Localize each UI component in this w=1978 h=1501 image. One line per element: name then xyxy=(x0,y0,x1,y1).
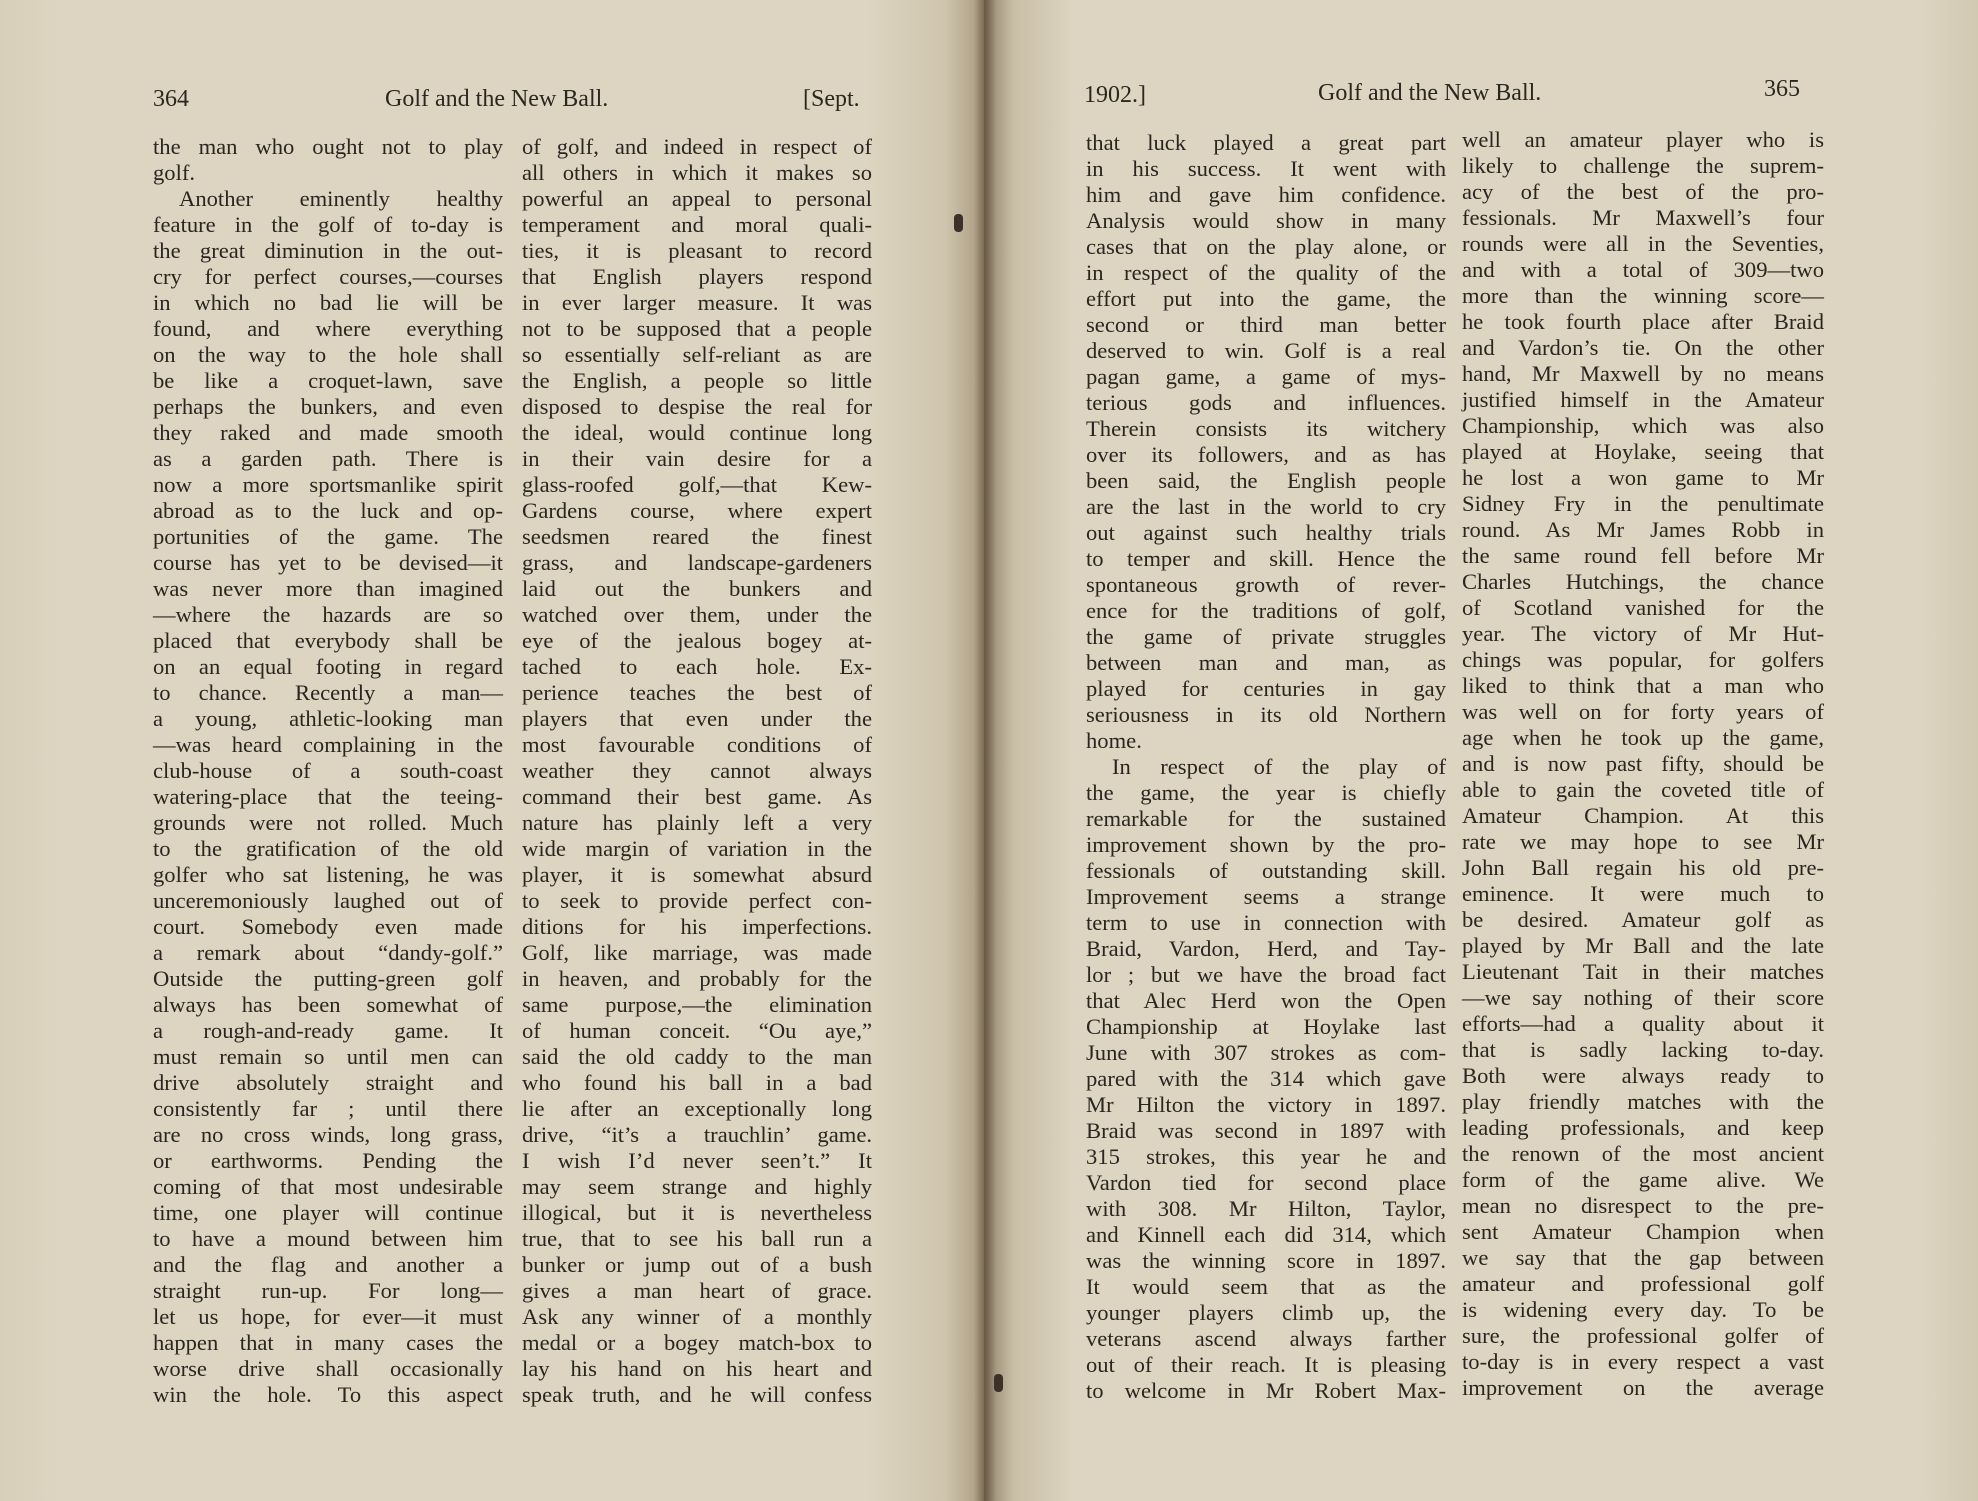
text-line: fessionals. Mr Maxwell’s four xyxy=(1462,205,1824,230)
text-line: to temper and skill. Hence the xyxy=(1086,546,1446,571)
text-line: improvement on the average xyxy=(1462,1375,1824,1400)
book-gutter xyxy=(974,0,996,1501)
text-line: course has yet to be devised—it xyxy=(153,550,503,575)
text-line: ence for the traditions of golf, xyxy=(1086,598,1446,623)
text-line: liked to think that a man who xyxy=(1462,673,1824,698)
text-line: fessionals of outstanding skill. xyxy=(1086,858,1446,883)
left-column-2 xyxy=(522,134,872,1408)
text-line: placed that everybody shall be xyxy=(153,628,503,653)
left-date-mark: [Sept. xyxy=(803,86,860,112)
right-running-title: Golf and the New Ball. xyxy=(1318,80,1542,106)
text-line: drive absolutely straight and xyxy=(153,1070,503,1095)
text-line: now a more sportsmanlike spirit xyxy=(153,472,503,497)
text-line: sent Amateur Champion when xyxy=(1462,1219,1824,1244)
right-page-number: 365 xyxy=(1764,76,1800,102)
text-line: likely to challenge the suprem- xyxy=(1462,153,1824,178)
text-line: home. xyxy=(1086,728,1142,753)
text-line: and with a total of 309—two xyxy=(1462,257,1824,282)
text-line: of golf, and indeed in respect of xyxy=(522,134,872,159)
text-line: Sidney Fry in the penultimate xyxy=(1462,491,1824,516)
text-line: are the last in the world to cry xyxy=(1086,494,1446,519)
text-line: grounds were not rolled. Much xyxy=(153,810,503,835)
text-line: feature in the golf of to-day is xyxy=(153,212,503,237)
text-line: and Vardon’s tie. On the other xyxy=(1462,335,1824,360)
text-line: cry for perfect courses,—courses xyxy=(153,264,503,289)
text-line: the man who ought not to play xyxy=(153,134,503,159)
text-line: acy of the best of the pro- xyxy=(1462,179,1824,204)
text-line: lor ; but we have the broad fact xyxy=(1086,962,1446,987)
text-line: to chance. Recently a man— xyxy=(153,680,503,705)
text-line: out of their reach. It is pleasing xyxy=(1086,1352,1446,1377)
text-line: to welcome in Mr Robert Max- xyxy=(1086,1378,1446,1403)
text-line: play friendly matches with the xyxy=(1462,1089,1824,1114)
text-line: straight run-up. For long— xyxy=(153,1278,503,1303)
right-column-2 xyxy=(1462,127,1824,1401)
text-line: ties, it is pleasant to record xyxy=(522,238,872,263)
text-line: players that even under the xyxy=(522,706,872,731)
text-line: efforts—had a quality about it xyxy=(1462,1011,1824,1036)
text-line: to seek to provide perfect con- xyxy=(522,888,872,913)
text-line: player, it is somewhat absurd xyxy=(522,862,872,887)
text-line: abroad as to the luck and op- xyxy=(153,498,503,523)
text-line: June with 307 strokes as com- xyxy=(1086,1040,1446,1065)
text-line: are no cross winds, long grass, xyxy=(153,1122,503,1147)
text-line: Charles Hutchings, the chance xyxy=(1462,569,1824,594)
text-line: so essentially self-reliant as are xyxy=(522,342,872,367)
text-line: he lost a won game to Mr xyxy=(1462,465,1824,490)
text-line: that Alec Herd won the Open xyxy=(1086,988,1446,1013)
text-line: time, one player will continue xyxy=(153,1200,503,1225)
text-line: that is sadly lacking to-day. xyxy=(1462,1037,1824,1062)
text-line: in ever larger measure. It was xyxy=(522,290,872,315)
text-line: to have a mound between him xyxy=(153,1226,503,1251)
text-line: rate we may hope to see Mr xyxy=(1462,829,1824,854)
text-line: Ask any winner of a monthly xyxy=(522,1304,872,1329)
text-line: spontaneous growth of rever- xyxy=(1086,572,1446,597)
text-line: of human conceit. “Ou aye,” xyxy=(522,1018,872,1043)
text-line: perhaps the bunkers, and even xyxy=(153,394,503,419)
text-line: able to gain the coveted title of xyxy=(1462,777,1824,802)
text-line: the game of private struggles xyxy=(1086,624,1446,649)
text-line: Championship at Hoylake last xyxy=(1086,1014,1446,1039)
text-line: in respect of the quality of the xyxy=(1086,260,1446,285)
text-line: golf. xyxy=(153,160,196,185)
text-line: lay his hand on his heart and xyxy=(522,1356,872,1381)
text-line: the English, a people so little xyxy=(522,368,872,393)
text-line: out against such healthy trials xyxy=(1086,520,1446,545)
text-line: speak truth, and he will confess xyxy=(522,1382,872,1407)
text-line: seriousness in its old Northern xyxy=(1086,702,1446,727)
text-line: term to use in connection with xyxy=(1086,910,1446,935)
text-line: to-day is in every respect a vast xyxy=(1462,1349,1824,1374)
text-line: command their best game. As xyxy=(522,784,872,809)
text-line: win the hole. To this aspect xyxy=(153,1382,503,1407)
text-line: Vardon tied for second place xyxy=(1086,1170,1446,1195)
text-line: perience teaches the best of xyxy=(522,680,872,705)
text-line: of Scotland vanished for the xyxy=(1462,595,1824,620)
text-line: the ideal, would continue long xyxy=(522,420,872,445)
text-line: in heaven, and probably for the xyxy=(522,966,872,991)
text-line: Gardens course, where expert xyxy=(522,498,872,523)
text-line: cases that on the play alone, or xyxy=(1086,234,1446,259)
text-line: golfer who sat listening, he was xyxy=(153,862,503,887)
text-line: Therein consists its witchery xyxy=(1086,416,1446,441)
text-line: and the flag and another a xyxy=(153,1252,503,1277)
left-page-number: 364 xyxy=(153,86,189,112)
text-line: unceremoniously laughed out of xyxy=(153,888,503,913)
text-line: that luck played a great part xyxy=(1086,130,1446,155)
text-line: powerful an appeal to personal xyxy=(522,186,872,211)
text-line: eminence. It were much to xyxy=(1462,881,1824,906)
binding-hole-mark xyxy=(954,214,963,232)
text-line: tached to each hole. Ex- xyxy=(522,654,872,679)
text-line: veterans ascend always farther xyxy=(1086,1326,1446,1351)
text-line: a rough-and-ready game. It xyxy=(153,1018,503,1043)
text-line: sure, the professional golfer of xyxy=(1462,1323,1824,1348)
text-line: glass-roofed golf,—that Kew- xyxy=(522,472,872,497)
text-line: Championship, which was also xyxy=(1462,413,1824,438)
text-line: form of the game alive. We xyxy=(1462,1167,1824,1192)
text-line: Golf, like marriage, was made xyxy=(522,940,872,965)
text-line: leading professionals, and keep xyxy=(1462,1115,1824,1140)
text-line: Amateur Champion. At this xyxy=(1462,803,1824,828)
text-line: be like a croquet-lawn, save xyxy=(153,368,503,393)
text-line: a remark about “dandy-golf.” xyxy=(153,940,503,965)
text-line: wide margin of variation in the xyxy=(522,836,872,861)
text-line: drive, “it’s a trauchlin’ game. xyxy=(522,1122,872,1147)
text-line: the same round fell before Mr xyxy=(1462,543,1824,568)
text-line: the game, the year is chiefly xyxy=(1086,780,1446,805)
text-line: terious gods and influences. xyxy=(1086,390,1446,415)
text-line: and is now past fifty, should be xyxy=(1462,751,1824,776)
text-line: we say that the gap between xyxy=(1462,1245,1824,1270)
text-line: effort put into the game, the xyxy=(1086,286,1446,311)
text-line: and Kinnell each did 314, which xyxy=(1086,1222,1446,1247)
text-line: improvement shown by the pro- xyxy=(1086,832,1446,857)
text-line: watering-place that the teeing- xyxy=(153,784,503,809)
text-line: in his success. It went with xyxy=(1086,156,1446,181)
left-column-1 xyxy=(153,134,503,1408)
text-line: mean no disrespect to the pre- xyxy=(1462,1193,1824,1218)
text-line: age when he took up the game, xyxy=(1462,725,1824,750)
text-line: year. The victory of Mr Hut- xyxy=(1462,621,1824,646)
text-line: —where the hazards are so xyxy=(153,602,503,627)
text-line: ditions for his imperfections. xyxy=(522,914,872,939)
text-line: was well on for forty years of xyxy=(1462,699,1824,724)
text-line: deserved to win. Golf is a real xyxy=(1086,338,1446,363)
text-line: with 308. Mr Hilton, Taylor, xyxy=(1086,1196,1446,1221)
text-line: always has been somewhat of xyxy=(153,992,503,1017)
text-line: was the winning score in 1897. xyxy=(1086,1248,1446,1273)
text-line: the great diminution in the out- xyxy=(153,238,503,263)
text-line: justified himself in the Amateur xyxy=(1462,387,1824,412)
text-line: disposed to despise the real for xyxy=(522,394,872,419)
text-line: 315 strokes, this year he and xyxy=(1086,1144,1446,1169)
text-line: Lieutenant Tait in their matches xyxy=(1462,959,1824,984)
text-line: —we say nothing of their score xyxy=(1462,985,1824,1010)
text-line: was never more than imagined xyxy=(153,576,503,601)
text-line: they raked and made smooth xyxy=(153,420,503,445)
text-line: nature has plainly left a very xyxy=(522,810,872,835)
text-line: temperament and moral quali- xyxy=(522,212,872,237)
text-line: the renown of the most ancient xyxy=(1462,1141,1824,1166)
text-line: Mr Hilton the victory in 1897. xyxy=(1086,1092,1446,1117)
text-line: coming of that most undesirable xyxy=(153,1174,503,1199)
right-date-mark: 1902.] xyxy=(1084,82,1146,108)
text-line: may seem strange and highly xyxy=(522,1174,872,1199)
text-line: played at Hoylake, seeing that xyxy=(1462,439,1824,464)
text-line: bunker or jump out of a bush xyxy=(522,1252,872,1277)
text-line: more than the winning score— xyxy=(1462,283,1824,308)
text-line: is widening every day. To be xyxy=(1462,1297,1824,1322)
text-line: worse drive shall occasionally xyxy=(153,1356,503,1381)
text-line: portunities of the game. The xyxy=(153,524,503,549)
text-line: must remain so until men can xyxy=(153,1044,503,1069)
text-line: played for centuries in gay xyxy=(1086,676,1446,701)
text-line: who found his ball in a bad xyxy=(522,1070,872,1095)
text-line: illogical, but it is nevertheless xyxy=(522,1200,872,1225)
text-line: him and gave him confidence. xyxy=(1086,182,1446,207)
right-column-1 xyxy=(1086,130,1446,1404)
text-line: happen that in many cases the xyxy=(153,1330,503,1355)
text-line: court. Somebody even made xyxy=(153,914,503,939)
left-running-title: Golf and the New Ball. xyxy=(385,86,609,112)
left-page xyxy=(0,0,984,1501)
text-line: that English players respond xyxy=(522,264,872,289)
text-line: younger players climb up, the xyxy=(1086,1300,1446,1325)
text-line: Outside the putting-green golf xyxy=(153,966,503,991)
text-line: Improvement seems a strange xyxy=(1086,884,1446,909)
text-line: on the way to the hole shall xyxy=(153,342,503,367)
text-line: It would seem that as the xyxy=(1086,1274,1446,1299)
text-line: consistently far ; until there xyxy=(153,1096,503,1121)
text-line: pared with the 314 which gave xyxy=(1086,1066,1446,1091)
text-line: second or third man better xyxy=(1086,312,1446,337)
text-line: Braid, Vardon, Herd, and Tay- xyxy=(1086,936,1446,961)
text-line: over its followers, and as has xyxy=(1086,442,1446,467)
text-line: amateur and professional golf xyxy=(1462,1271,1824,1296)
text-line: he took fourth place after Braid xyxy=(1462,309,1824,334)
text-line: gives a man heart of grace. xyxy=(522,1278,872,1303)
text-line: weather they cannot always xyxy=(522,758,872,783)
text-line: as a garden path. There is xyxy=(153,446,503,471)
text-line: on an equal footing in regard xyxy=(153,654,503,679)
text-line: round. As Mr James Robb in xyxy=(1462,517,1824,542)
text-line: pagan game, a game of mys- xyxy=(1086,364,1446,389)
text-line: to the gratification of the old xyxy=(153,836,503,861)
text-line: been said, the English people xyxy=(1086,468,1446,493)
text-line: rounds were all in the Seventies, xyxy=(1462,231,1824,256)
text-line: I wish I’d never seen’t.” It xyxy=(522,1148,872,1173)
text-line: John Ball regain his old pre- xyxy=(1462,855,1824,880)
text-line: chings was popular, for golfers xyxy=(1462,647,1824,672)
text-line: same purpose,—the elimination xyxy=(522,992,872,1017)
text-line: Analysis would show in many xyxy=(1086,208,1446,233)
text-line: Both were always ready to xyxy=(1462,1063,1824,1088)
text-line: between man and man, as xyxy=(1086,650,1446,675)
text-line: well an amateur player who is xyxy=(1462,127,1824,152)
text-line: or earthworms. Pending the xyxy=(153,1148,503,1173)
text-line: watched over them, under the xyxy=(522,602,872,627)
text-line: not to be supposed that a people xyxy=(522,316,872,341)
text-line: laid out the bunkers and xyxy=(522,576,872,601)
text-line: a young, athletic-looking man xyxy=(153,706,503,731)
text-line: found, and where everything xyxy=(153,316,503,341)
text-line: true, that to see his ball run a xyxy=(522,1226,872,1251)
text-line: let us hope, for ever—it must xyxy=(153,1304,503,1329)
text-line: lie after an exceptionally long xyxy=(522,1096,872,1121)
text-line: be desired. Amateur golf as xyxy=(1462,907,1824,932)
text-line: medal or a bogey match-box to xyxy=(522,1330,872,1355)
text-line: hand, Mr Maxwell by no means xyxy=(1462,361,1824,386)
text-line: in which no bad lie will be xyxy=(153,290,503,315)
text-line: seedsmen reared the finest xyxy=(522,524,872,549)
text-line: in their vain desire for a xyxy=(522,446,872,471)
text-line: eye of the jealous bogey at- xyxy=(522,628,872,653)
text-line: grass, and landscape-gardeners xyxy=(522,550,872,575)
text-line: remarkable for the sustained xyxy=(1086,806,1446,831)
text-line: most favourable conditions of xyxy=(522,732,872,757)
text-line: Another eminently healthy xyxy=(179,186,503,211)
text-line: all others in which it makes so xyxy=(522,160,872,185)
text-line: played by Mr Ball and the late xyxy=(1462,933,1824,958)
text-line: said the old caddy to the man xyxy=(522,1044,872,1069)
text-line: club-house of a south-coast xyxy=(153,758,503,783)
text-line: Braid was second in 1897 with xyxy=(1086,1118,1446,1143)
text-line: —was heard complaining in the xyxy=(153,732,503,757)
text-line: In respect of the play of xyxy=(1112,754,1446,779)
